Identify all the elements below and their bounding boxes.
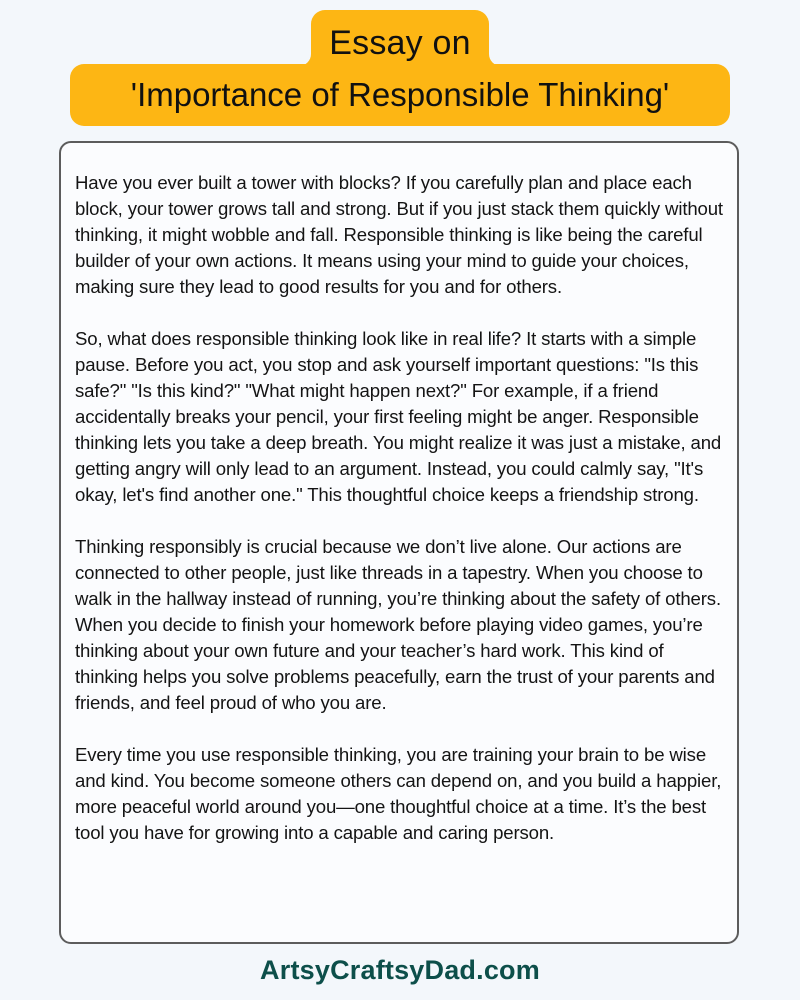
title-line-1: Essay on [329, 23, 471, 62]
title-banner-top [311, 10, 489, 70]
essay-paragraph-4: Every time you use responsible thinking, you are training your brain to be wise and kind. You become someone others can depend on, and you build a happier, more peaceful world around you—one thoughtful choice at a time. It’s the best tool you have for growing into a capable and caring person. [75, 744, 722, 843]
title-banner-bottom [70, 64, 730, 126]
title-line-2: 'Importance of Responsible Thinking' [130, 76, 670, 113]
essay-paragraph-2: So, what does responsible thinking look like in real life? It starts with a simple pause. Before you act, you stop and ask yourself important questions: "Is this safe?" "Is this kind?" "What might happen next?" For example, if a friend accidentally breaks your pencil, your first feeling might be anger. Responsible thinking lets you take a deep breath. You might realize it was just a mistake, and getting angry will only lead to an argument. Instead, you could calmly say, "It's okay, let's find another one." This thoughtful choice keeps a friendship strong. [75, 328, 722, 505]
site-watermark: ArtsyCraftsyDad.com [260, 955, 540, 985]
essay-box [59, 141, 739, 944]
essay-paragraph-3: Thinking responsibly is crucial because we don’t live alone. Our actions are connected to other people, just like threads in a tapestry. When you choose to walk in the hallway instead of running, you’re thinking about the safety of others. When you decide to finish your homework before playing video games, you’re thinking about your own future and your teacher’s hard work. This kind of thinking helps you solve problems peacefully, earn the trust of your parents and friends, and feel proud of who you are. [75, 536, 721, 713]
essay-paragraph-1: Have you ever built a tower with blocks? If you carefully plan and place each block, your tower grows tall and strong. But if you just stack them quickly without thinking, it might wobble and fall. Responsible thinking is like being the careful builder of your own actions. It means using your mind to guide your choices, making sure they lead to good results for you and for others. [75, 172, 723, 297]
